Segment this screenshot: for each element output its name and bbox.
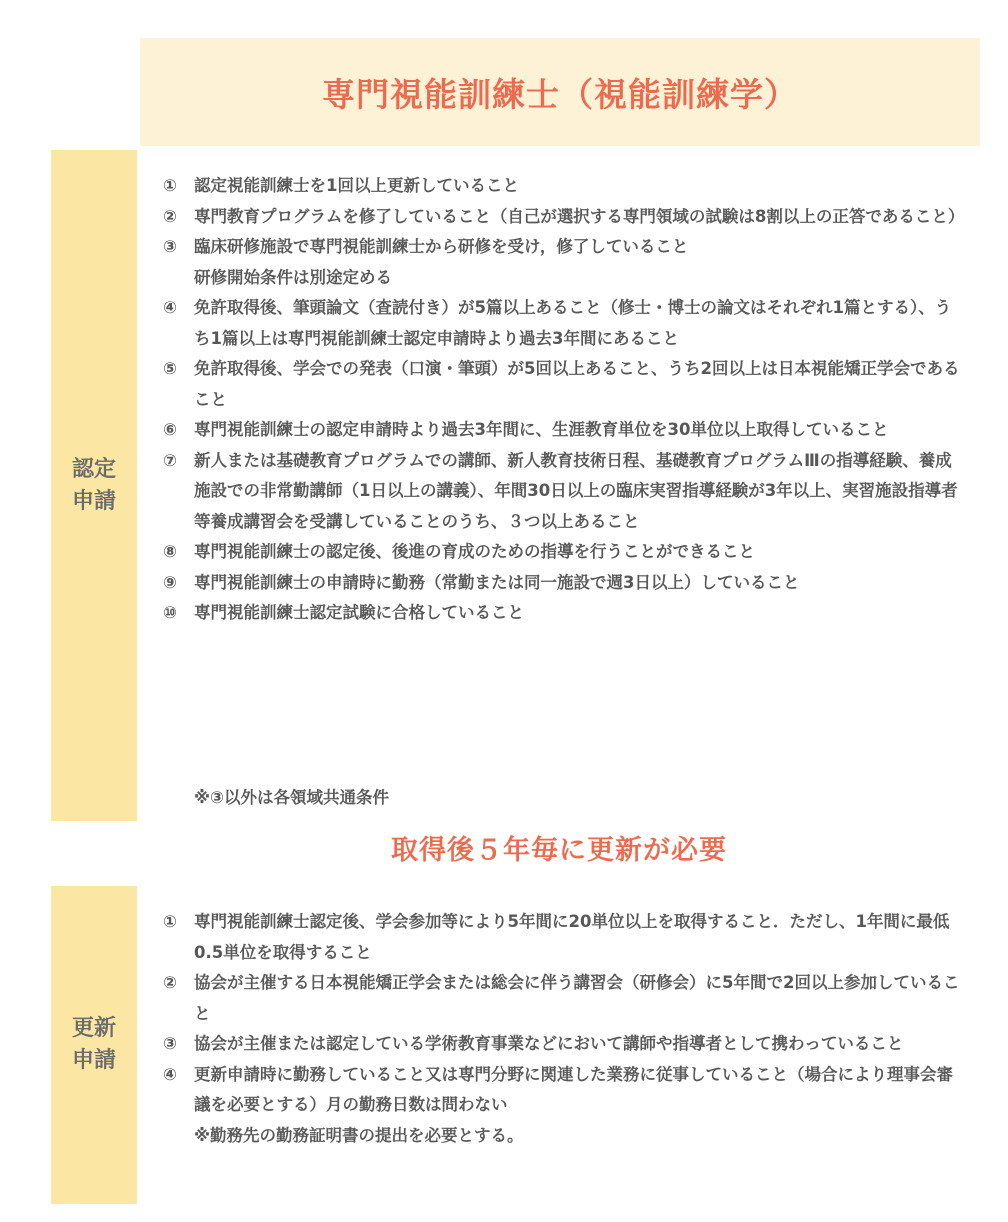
item-text: 専門視能訓練士の認定申請時より過去3年間に、生涯教育単位を30単位以上取得していること	[194, 420, 889, 439]
item-text: 専門視能訓練士の認定後、後進の育成のための指導を行うことができること	[194, 542, 755, 561]
item-number: ⑩	[163, 603, 177, 622]
item-subtext: ※勤務先の勤務証明書の提出を必要とする。	[194, 1125, 524, 1145]
item-number: ③	[163, 1034, 177, 1053]
item-number: ①	[163, 912, 177, 931]
page-title: 専門視能訓練士（視能訓練学）	[322, 74, 798, 114]
list-item	[163, 537, 963, 568]
certification-note: ※③以外は各領域共通条件	[194, 788, 390, 807]
list-item	[163, 1060, 963, 1152]
item-number: ②	[163, 973, 177, 992]
list-item	[163, 907, 963, 968]
certification-label-box	[51, 150, 137, 821]
certification-label: 認定申請	[71, 456, 116, 514]
item-text: 専門視能訓練士認定試験に合格していること	[194, 603, 524, 622]
renewal-label: 更新申請	[71, 1016, 116, 1073]
item-text: 免許取得後、学会での発表（口演・筆頭）が5回以上あること、うち2回以上は日本視能矯正学会であること	[194, 359, 960, 409]
item-text: 認定視能訓練士を1回以上更新していること	[194, 176, 519, 195]
item-text: 専門視能訓練士認定後、学会参加等により5年間に20単位以上を取得すること．ただし、1年間に最低0.5単位を取得すること	[194, 912, 950, 962]
item-number: ①	[163, 176, 177, 195]
list-item	[163, 354, 963, 415]
list-item	[163, 202, 963, 233]
list-item	[163, 415, 963, 446]
item-text: 専門視能訓練士の申請時に勤務（常勤または同一施設で週3日以上）していること	[194, 572, 800, 592]
item-text: 専門教育プログラムを修了していること（自己が選択する専門領域の試験は8割以上の正答であること）	[194, 206, 965, 226]
certification-list	[163, 171, 963, 629]
item-number: ④	[163, 1064, 177, 1084]
item-number: ⑨	[163, 572, 177, 592]
list-item	[163, 293, 963, 354]
list-item	[163, 598, 963, 629]
item-number: ③	[163, 237, 177, 256]
item-number: ⑦	[163, 450, 177, 470]
item-number: ④	[163, 298, 177, 317]
item-subtext: 研修開始条件は別途定める	[194, 267, 392, 287]
item-number: ⑥	[163, 420, 177, 439]
item-text: 協会が主催する日本視能矯正学会または総会に伴う講習会（研修会）に5年間で2回以上参加していること	[194, 973, 960, 1023]
item-text: 新人または基礎教育プログラムでの講師、新人教育技術日程、基礎教育プログラムⅢの指導経験、養成施設での非常勤講師（1日以上の講義）、年間30日以上の臨床実習指導経験が3年以上、実習施設指導者等養成講習会を受講していることのうち、３つ以上あること	[194, 450, 958, 531]
list-item	[163, 446, 963, 538]
item-number: ⑧	[163, 542, 177, 561]
renewal-label-box	[51, 886, 137, 1204]
item-text: 更新申請時に勤務していること又は専門分野に関連した業務に従事していること（場合により理事会審議を必要とする）月の勤務日数は問わない	[194, 1064, 953, 1114]
item-text: 協会が主催または認定している学術教育事業などにおいて講師や指導者として携わっていること	[194, 1034, 904, 1053]
list-item	[163, 568, 963, 599]
list-item	[163, 1029, 963, 1060]
list-item	[163, 171, 963, 202]
item-text: 免許取得後、筆頭論文（査読付き）が5篇以上あること（修士・博士の論文はそれぞれ1篇とする）、うち1篇以上は専門視能訓練士認定申請時より過去3年間にあること	[194, 298, 952, 348]
item-text: 臨床研修施設で専門視能訓練士から研修を受け，修了していること	[194, 237, 689, 256]
title-banner	[140, 38, 980, 146]
renewal-list	[163, 907, 963, 1151]
list-item	[163, 232, 963, 293]
item-number: ②	[163, 206, 177, 226]
renewal-heading: 取得後５年毎に更新が必要	[391, 835, 727, 866]
item-number: ⑤	[163, 359, 177, 378]
list-item	[163, 968, 963, 1029]
